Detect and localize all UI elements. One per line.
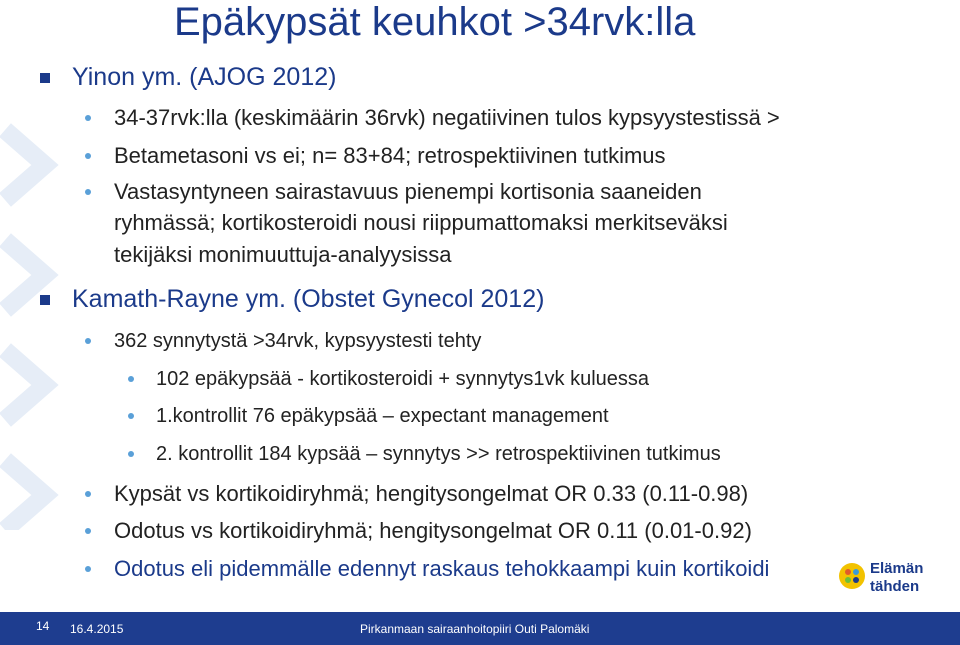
bullet-dot-icon xyxy=(85,115,91,121)
footer-date: 16.4.2015 xyxy=(70,622,124,636)
bullet-dot-icon xyxy=(128,376,134,382)
section-heading: Kamath-Rayne ym. (Obstet Gynecol 2012) xyxy=(72,285,545,313)
square-bullet-icon xyxy=(40,73,50,83)
logo-line2: tähden xyxy=(870,578,920,595)
footer-bar xyxy=(0,612,960,645)
bullet-dot-icon xyxy=(85,528,91,534)
sub-list-item: 102 epäkypsää - kortikosteroidi + synnytys1vk kuluessa xyxy=(156,368,650,390)
list-item: 34-37rvk:lla (keskimäärin 36rvk) negatiivinen tulos kypsyystestissä > xyxy=(114,105,780,130)
slide-number: 14 xyxy=(36,619,50,633)
bullet-dot-icon xyxy=(85,566,91,572)
square-bullet-icon xyxy=(40,295,50,305)
list-item-continued: tekijäksi monimuuttuja-analyysissa xyxy=(114,242,452,267)
footer-organization: Pirkanmaan sairaanhoitopiiri Outi Palomäki xyxy=(360,622,590,636)
bullet-dot-icon xyxy=(128,413,134,419)
logo-line1: Elämän xyxy=(870,560,924,577)
watermark-chevrons xyxy=(0,110,70,530)
slide-title: Epäkypsät keuhkot >34rvk:lla xyxy=(174,0,696,44)
result-item: Kypsät vs kortikoidiryhmä; hengitysongelmat OR 0.33 (0.11-0.98) xyxy=(114,481,749,506)
list-item: 362 synnytystä >34rvk, kypsyystesti tehty xyxy=(114,330,482,352)
bullet-dot-icon xyxy=(85,153,91,159)
bullet-dot-icon xyxy=(128,451,134,457)
bullet-dot-icon xyxy=(85,338,91,344)
list-item: Betametasoni vs ei; n= 83+84; retrospektiivinen tutkimus xyxy=(114,143,666,168)
list-item: Vastasyntyneen sairastavuus pienempi kortisonia saaneiden xyxy=(114,179,702,204)
sub-list-item: 2. kontrollit 184 kypsää – synnytys >> retrospektiivinen tutkimus xyxy=(156,443,721,465)
result-item-highlight: Odotus eli pidemmälle edennyt raskaus tehokkaampi kuin kortikoidi xyxy=(114,556,770,581)
elaman-tahden-logo xyxy=(836,558,946,602)
bullet-dot-icon xyxy=(85,189,91,195)
section-heading: Yinon ym. (AJOG 2012) xyxy=(72,63,337,91)
list-item-continued: ryhmässä; kortikosteroidi nousi riippumattomaksi merkitseväksi xyxy=(114,210,728,235)
bullet-dot-icon xyxy=(85,491,91,497)
result-item: Odotus vs kortikoidiryhmä; hengitysongelmat OR 0.11 (0.01-0.92) xyxy=(114,518,752,543)
sub-list-item: 1.kontrollit 76 epäkypsää – expectant management xyxy=(156,405,609,427)
